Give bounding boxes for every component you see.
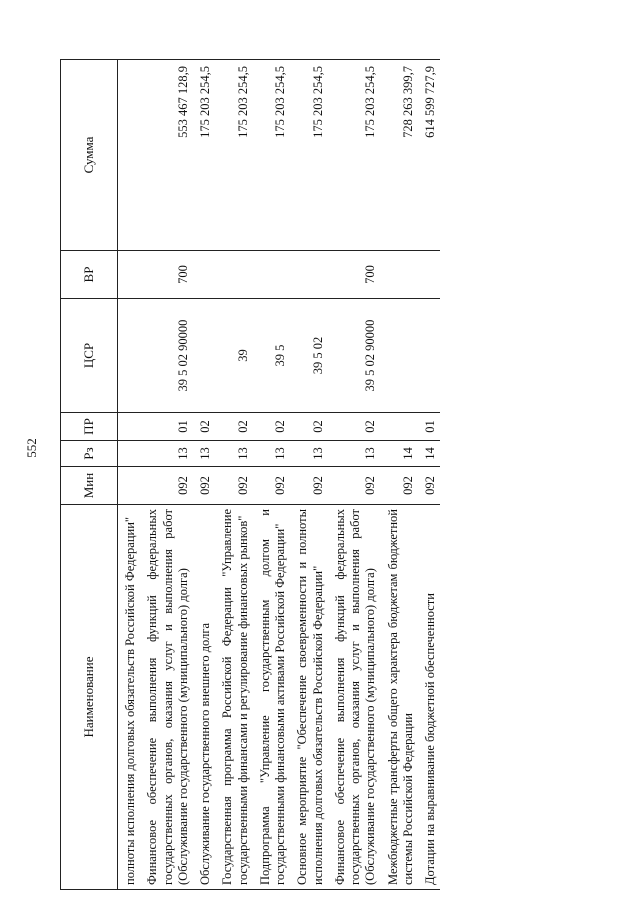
cell-name: Межбюджетные трансферты общего характера бюджетам бюджетной системы Российской Федерации [381, 505, 419, 890]
cell-csr: 39 [215, 299, 253, 413]
cell-rz: 13 [253, 441, 291, 467]
cell-sum: 728 263 399,7 [381, 60, 419, 251]
cell-sum [118, 60, 141, 251]
table-row [193, 60, 215, 890]
table-row [118, 60, 141, 890]
cell-name: Обслуживание государственного внешнего долга [193, 505, 215, 890]
cell-csr: 39 5 02 90000 [328, 299, 381, 413]
cell-sum: 175 203 254,5 [328, 60, 381, 251]
cell-vr: 700 [328, 251, 381, 299]
header-vr: ВР [61, 251, 118, 299]
table-row [290, 60, 328, 890]
cell-vr [118, 251, 141, 299]
cell-csr: 39 5 [253, 299, 291, 413]
cell-vr [215, 251, 253, 299]
cell-min: 092 [290, 467, 328, 505]
table-row [381, 60, 419, 890]
cell-name: Подпрограмма "Управление государственным долгом и государственными финансовыми активами Российской Федерации" [253, 505, 291, 890]
table-body [118, 60, 441, 890]
header-name: Наименование [61, 505, 118, 890]
cell-sum: 175 203 254,5 [193, 60, 215, 251]
table-row [328, 60, 381, 890]
cell-csr [193, 299, 215, 413]
cell-name: Основное мероприятие "Обеспечение своевременности и полноты исполнения долговых обязательств Российской Федерации" [290, 505, 328, 890]
cell-min: 092 [381, 467, 419, 505]
table-row [215, 60, 253, 890]
cell-csr: 39 5 02 [290, 299, 328, 413]
header-sum: Сумма [61, 60, 118, 251]
cell-csr [118, 299, 141, 413]
cell-min: 092 [418, 467, 440, 505]
cell-pr [118, 413, 141, 441]
table-row [253, 60, 291, 890]
cell-pr: 02 [253, 413, 291, 441]
table-header-row [61, 60, 118, 890]
cell-rz: 13 [328, 441, 381, 467]
table-row [140, 60, 193, 890]
table-row [418, 60, 440, 890]
cell-min [118, 467, 141, 505]
cell-vr [418, 251, 440, 299]
page-number-text: 552 [24, 438, 39, 458]
cell-sum: 175 203 254,5 [215, 60, 253, 251]
cell-rz [118, 441, 141, 467]
cell-sum: 175 203 254,5 [290, 60, 328, 251]
header-rz: Рз [61, 441, 118, 467]
cell-min: 092 [215, 467, 253, 505]
cell-name: Финансовое обеспечение выполнения функций федеральных государственных органов, оказания услуг и выполнения работ (Обслуживание государственного (муниципального) долга) [140, 505, 193, 890]
cell-pr: 02 [215, 413, 253, 441]
cell-sum: 614 599 727,9 [418, 60, 440, 251]
cell-name: Финансовое обеспечение выполнения функций федеральных государственных органов, оказания услуг и выполнения работ (Обслуживание государственного (муниципального) долга) [328, 505, 381, 890]
cell-min: 092 [328, 467, 381, 505]
header-pr: ПР [61, 413, 118, 441]
cell-vr: 700 [140, 251, 193, 299]
budget-table [60, 59, 440, 890]
header-csr: ЦСР [61, 299, 118, 413]
cell-min: 092 [253, 467, 291, 505]
page-number [22, 434, 42, 462]
cell-min: 092 [140, 467, 193, 505]
cell-sum: 175 203 254,5 [253, 60, 291, 251]
cell-rz: 13 [290, 441, 328, 467]
cell-pr: 01 [418, 413, 440, 441]
cell-min: 092 [193, 467, 215, 505]
cell-sum: 553 467 128,9 [140, 60, 193, 251]
cell-pr: 02 [193, 413, 215, 441]
cell-rz: 13 [140, 441, 193, 467]
cell-csr [381, 299, 419, 413]
rotated-page-content [60, 60, 580, 890]
cell-vr [253, 251, 291, 299]
cell-pr: 02 [328, 413, 381, 441]
cell-name: Дотации на выравнивание бюджетной обеспеченности [418, 505, 440, 890]
cell-vr [290, 251, 328, 299]
cell-rz: 14 [418, 441, 440, 467]
cell-pr [381, 413, 419, 441]
cell-rz: 13 [215, 441, 253, 467]
cell-pr: 01 [140, 413, 193, 441]
cell-name: Государственная программа Российской Федерации "Управление государственными финансами и регулирование финансовых рынков" [215, 505, 253, 890]
cell-vr [381, 251, 419, 299]
header-min: Мин [61, 467, 118, 505]
cell-rz: 13 [193, 441, 215, 467]
cell-rz: 14 [381, 441, 419, 467]
cell-name: полноты исполнения долговых обязательств Российской Федерации" [118, 505, 141, 890]
cell-pr: 02 [290, 413, 328, 441]
cell-vr [193, 251, 215, 299]
cell-csr: 39 5 02 90000 [140, 299, 193, 413]
cell-csr [418, 299, 440, 413]
